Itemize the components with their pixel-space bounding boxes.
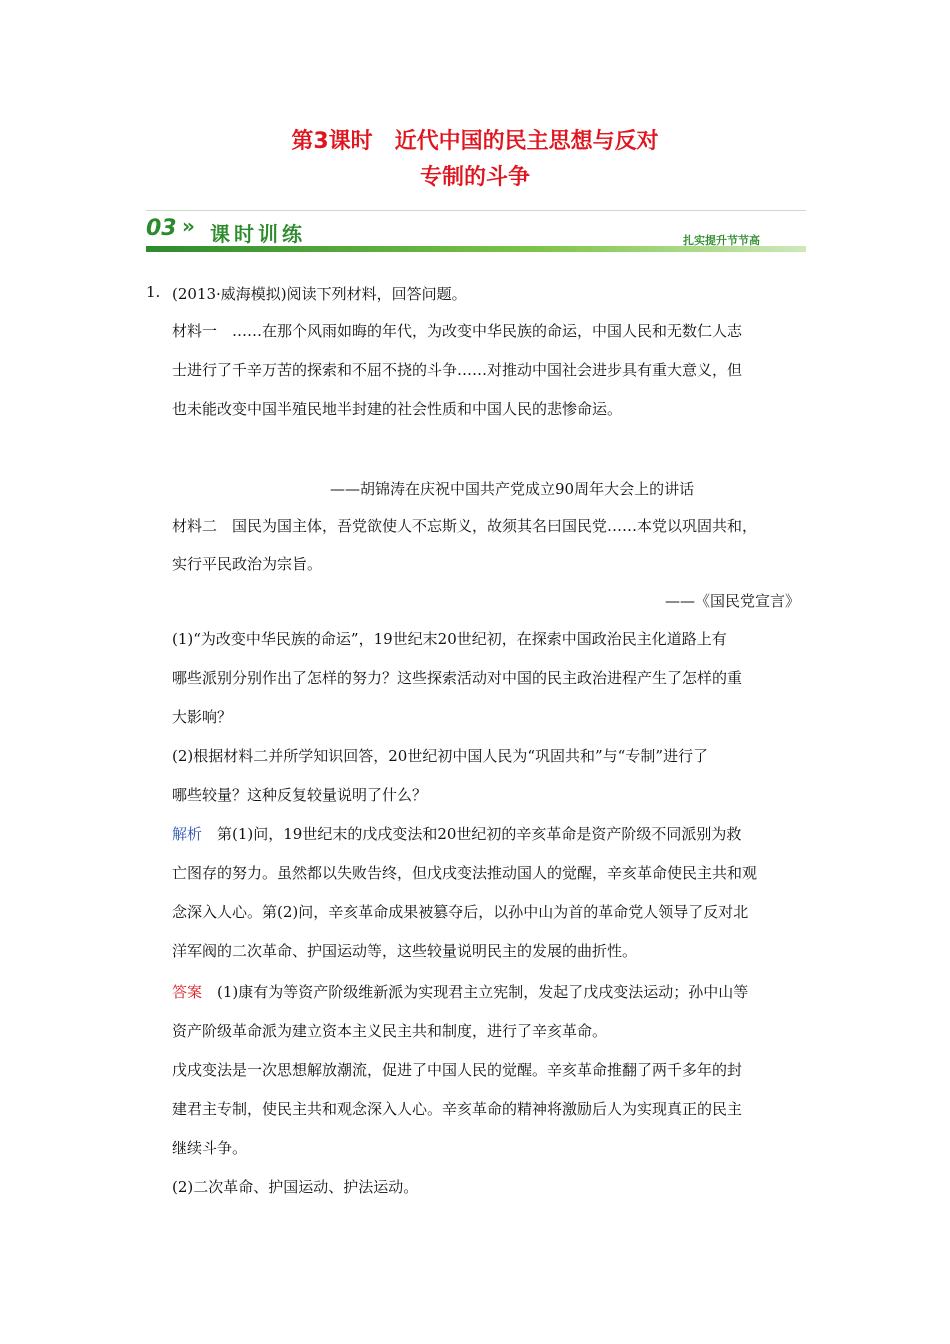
banner-slogan: 扎实提升节节高 <box>683 234 760 247</box>
lesson-title-line2: 专制的斗争 <box>419 165 530 190</box>
answer-line: (1)康有为等资产阶级维新派为实现君主立宪制，发起了戊戌变法运动；孙中山等 <box>202 983 749 1001</box>
answer-label: 答案 <box>172 983 203 1001</box>
material2-line: 实行平民政治为宗旨。 <box>172 555 323 573</box>
answer-line: 继续斗争。 <box>172 1139 248 1157</box>
material1-line: 也未能改变中国半殖民地半封建的社会性质和中国人民的悲惨命运。 <box>172 400 623 418</box>
analysis-label: 解析 <box>172 825 203 843</box>
material1-line: 士进行了千辛万苦的探索和不屈不挠的斗争……对推动中国社会进步具有重大意义，但 <box>172 361 743 379</box>
sub-question-1-line: 大影响？ <box>172 708 233 726</box>
material2-line: 材料二 国民为国主体，吾党欲使人不忘斯义，故须其名曰国民党……本党以巩固共和， <box>172 517 758 535</box>
material2-source: ——《国民党宣言》 <box>664 592 800 610</box>
answer-line: 资产阶级革命派为建立资本主义民主共和制度，进行了辛亥革命。 <box>172 1022 608 1040</box>
question-intro: (2013·威海模拟)阅读下列材料，回答问题。 <box>172 285 467 303</box>
answer-line: 建君主专制，使民主共和观念深入人心。辛亥革命的精神将激励后人为实现真正的民主 <box>172 1100 743 1118</box>
section-banner <box>146 210 806 254</box>
sub-question-2-line: 哪些较量？这种反复较量说明了什么？ <box>172 786 428 804</box>
material1-line: 材料一 ……在那个风雨如晦的年代，为改变中华民族的命运，中国人民和无数仁人志 <box>172 322 743 340</box>
chevron-right-icon: » <box>182 214 195 238</box>
banner-number: 03 <box>146 212 176 246</box>
question-number: 1. <box>146 283 161 301</box>
answer-line: 戊戌变法是一次思想解放潮流，促进了中国人民的觉醒。辛亥革命推翻了两千多年的封 <box>172 1061 743 1079</box>
material1-source: ——胡锦涛在庆祝中国共产党成立90周年大会上的讲话 <box>330 480 695 498</box>
lesson-title-line1: 第3课时 近代中国的民主思想与反对 <box>291 129 659 154</box>
banner-label: 课时训练 <box>210 222 306 246</box>
sub-question-2-line: (2)根据材料二并所学知识回答，20世纪初中国人民为“巩固共和”与“专制”进行了 <box>172 747 709 765</box>
answer-line: (2)二次革命、护国运动、护法运动。 <box>172 1178 419 1196</box>
analysis-line: 第(1)问，19世纪末的戊戌变法和20世纪初的辛亥革命是资产阶级不同派别为救 <box>202 825 742 843</box>
sub-question-1-line: 哪些派别分别作出了怎样的努力？这些探索活动对中国的民主政治进程产生了怎样的重 <box>172 669 743 687</box>
sub-question-1-line: (1)“为改变中华民族的命运”，19世纪末20世纪初，在探索中国政治民主化道路上有 <box>172 630 727 648</box>
banner-top-rule <box>146 210 806 211</box>
analysis-line: 念深入人心。第(2)问，辛亥革命成果被篡夺后，以孙中山为首的革命党人领导了反对北 <box>172 903 749 921</box>
analysis-line: 洋军阀的二次革命、护国运动等，这些较量说明民主的发展的曲折性。 <box>172 942 638 960</box>
analysis-line: 亡图存的努力。虽然都以失败告终，但戊戌变法推动国人的觉醒，辛亥革命使民主共和观 <box>172 864 758 882</box>
